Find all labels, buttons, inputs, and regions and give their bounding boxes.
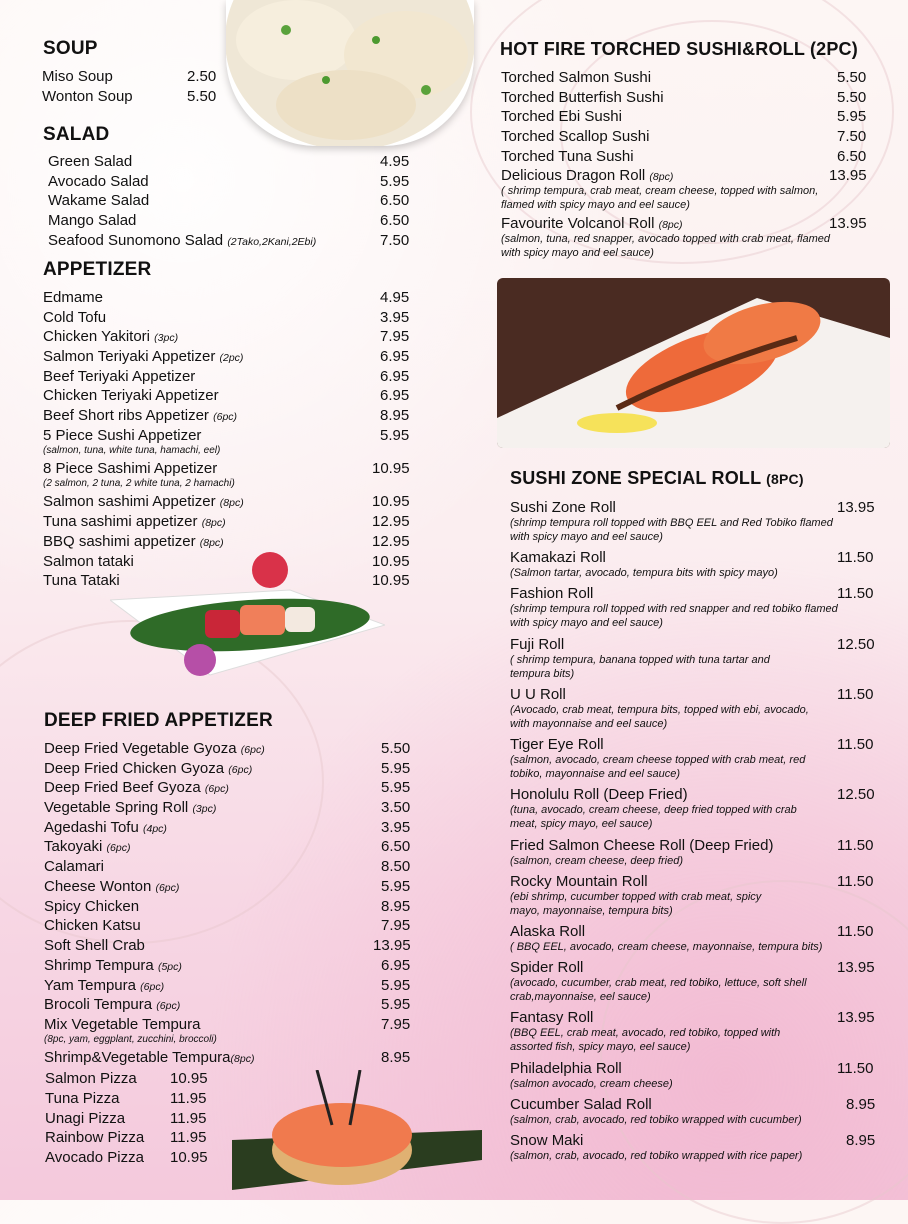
menu-item-price: 11.50 — [837, 686, 874, 703]
menu-item-name: Chicken Katsu — [44, 917, 141, 934]
menu-item-price: 10.95 — [372, 493, 410, 510]
menu-item-name-text: Delicious Dragon Roll — [501, 167, 646, 184]
menu-item-name: Alaska Roll — [510, 923, 586, 940]
menu-item-name: Torched Butterfish Sushi — [501, 89, 664, 106]
menu-item-name: Cucumber Salad Roll — [510, 1096, 652, 1113]
menu-item-name-text: Salmon sashimi Appetizer — [43, 493, 216, 510]
menu-item-name: Calamari — [44, 858, 105, 875]
menu-item-price: 13.95 — [837, 1009, 875, 1026]
menu-item-name: Sushi Zone Roll — [510, 499, 616, 516]
menu-item-price: 11.95 — [170, 1110, 207, 1127]
salad-section-title: SALAD — [43, 124, 110, 145]
menu-item-price: 7.95 — [381, 917, 411, 934]
menu-item-name: Spicy Chicken — [44, 898, 140, 915]
special-roll-title-text: SUSHI ZONE SPECIAL ROLL — [510, 468, 761, 488]
menu-item-name: Salmon Pizza — [45, 1070, 137, 1087]
menu-item-name: Honolulu Roll (Deep Fried) — [510, 786, 688, 803]
menu-item-note: (8pc) — [649, 171, 674, 183]
menu-item-note: (8pc) — [658, 219, 683, 231]
menu-item-name — [43, 328, 178, 347]
menu-item-name-text: Salmon Teriyaki Appetizer — [43, 348, 216, 365]
menu-item-note: (6pc) — [240, 744, 265, 756]
menu-item-price: 8.95 — [381, 1049, 411, 1066]
menu-item-price: 13.95 — [829, 215, 867, 232]
menu-item-price: 8.95 — [846, 1096, 876, 1113]
menu-item-name: Cold Tofu — [43, 309, 107, 326]
menu-item-price: 10.95 — [372, 553, 410, 570]
menu-item-price: 11.50 — [837, 736, 874, 753]
menu-item-name: Soft Shell Crab — [44, 937, 145, 954]
menu-item-price: 10.95 — [372, 572, 410, 589]
menu-item-note: (8pc) — [201, 517, 226, 529]
menu-item-price: 2.50 — [187, 68, 217, 85]
menu-item-price: 10.95 — [170, 1070, 208, 1087]
menu-item-price: 11.50 — [837, 585, 874, 602]
menu-item-price: 5.95 — [380, 173, 410, 190]
menu-item-price: 6.95 — [380, 387, 410, 404]
menu-item-name: Avocado Pizza — [45, 1149, 144, 1166]
menu-item-description: (shrimp tempura roll topped with BBQ EEL and Red Tobiko flamed with spicy mayo and eel sauce) — [510, 517, 833, 543]
menu-item-price: 12.50 — [837, 786, 875, 803]
menu-item-description: ( BBQ EEL, avocado, cream cheese, mayonnaise, tempura bits) — [510, 941, 823, 953]
menu-item-price: 8.95 — [846, 1132, 876, 1149]
menu-item-price: 11.95 — [170, 1129, 207, 1146]
menu-item-description: (avocado, cucumber, crab meat, red tobiko, lettuce, soft shell crab,mayonnaise, eel sauce) — [510, 977, 807, 1003]
menu-item-name: Wonton Soup — [42, 88, 133, 105]
menu-item-note: (3pc) — [192, 803, 217, 815]
menu-item-name-text: Shrimp&Vegetable Tempura — [44, 1049, 231, 1066]
menu-item-description: (Salmon tartar, avocado, tempura bits with spicy mayo) — [510, 567, 778, 579]
menu-item-name: Edmame — [43, 289, 104, 306]
menu-item-description: (8pc, yam, eggplant, zucchini, broccoli) — [44, 1034, 217, 1045]
menu-item-name: Salmon tataki — [43, 553, 134, 570]
menu-item-price: 13.95 — [837, 959, 875, 976]
menu-item-price: 13.95 — [837, 499, 875, 516]
menu-item-name: Chicken Teriyaki Appetizer — [43, 387, 219, 404]
menu-item-name — [43, 493, 244, 512]
menu-item-price: 7.95 — [381, 1016, 411, 1033]
menu-item-name: Miso Soup — [42, 68, 113, 85]
menu-item-name-text: Chicken Yakitori — [43, 328, 150, 345]
menu-item-price: 7.50 — [837, 128, 867, 145]
menu-item-name — [44, 977, 164, 996]
menu-item-price: 6.50 — [380, 192, 410, 209]
wonton-soup-photo — [226, 0, 474, 146]
menu-item-name: Torched Scallop Sushi — [501, 128, 650, 145]
menu-item-price: 11.95 — [170, 1090, 207, 1107]
menu-item-price: 5.95 — [381, 779, 411, 796]
menu-item-price: 8.50 — [381, 858, 411, 875]
menu-item-name: Philadelphia Roll — [510, 1060, 622, 1077]
menu-item-price: 11.50 — [837, 837, 874, 854]
menu-item-price: 6.95 — [380, 348, 410, 365]
menu-item-name: Mango Salad — [48, 212, 137, 229]
menu-item-name: Beef Teriyaki Appetizer — [43, 368, 196, 385]
menu-item-price: 5.95 — [837, 108, 867, 125]
menu-item-price: 3.95 — [380, 309, 410, 326]
menu-item-name-text: Seafood Sunomono Salad — [48, 232, 224, 249]
menu-item-description: (salmon avocado, cream cheese) — [510, 1078, 673, 1090]
menu-item-note: (6pc) — [204, 783, 229, 795]
menu-item-price: 6.50 — [381, 838, 411, 855]
menu-item-description: (salmon, cream cheese, deep fried) — [510, 855, 684, 867]
menu-item-name: Fantasy Roll — [510, 1009, 594, 1026]
menu-item-name-text: Takoyaki — [44, 838, 103, 855]
menu-item-note: (6pc) — [155, 882, 180, 894]
menu-item-name — [44, 1049, 254, 1068]
menu-item-name: Torched Salmon Sushi — [501, 69, 652, 86]
menu-item-price: 4.95 — [380, 153, 410, 170]
menu-item-price: 13.95 — [373, 937, 411, 954]
menu-item-name: Snow Maki — [510, 1132, 584, 1149]
menu-item-name: Avocado Salad — [48, 173, 149, 190]
menu-item-note: (4pc) — [142, 823, 167, 835]
menu-item-note: (2Tako,2Kani,2Ebi) — [227, 236, 317, 248]
menu-item-description: (salmon, crab, avocado, red tobiko wrapped with cucumber) — [510, 1114, 802, 1126]
menu-item-price: 4.95 — [380, 289, 410, 306]
menu-item-name-text: Favourite Volcanol Roll — [501, 215, 655, 232]
menu-item-price: 6.95 — [381, 957, 411, 974]
menu-item-price: 5.95 — [381, 977, 411, 994]
special-roll-section-title — [510, 468, 804, 489]
menu-item-name — [44, 838, 130, 857]
menu-item-name-text: Tuna sashimi appetizer — [43, 513, 198, 530]
menu-item-price: 5.95 — [381, 878, 411, 895]
menu-item-price: 5.50 — [837, 69, 867, 86]
menu-item-name: Kamakazi Roll — [510, 549, 606, 566]
menu-item-name — [44, 740, 265, 759]
menu-item-price: 5.95 — [380, 427, 410, 444]
menu-item-name — [44, 878, 179, 897]
menu-item-note: (6pc) — [156, 1000, 181, 1012]
menu-item-name-text: Yam Tempura — [44, 977, 136, 994]
menu-item-name: Torched Tuna Sushi — [501, 148, 634, 165]
menu-item-name-text: Beef Short ribs Appetizer — [43, 407, 209, 424]
menu-item-name: Torched Ebi Sushi — [501, 108, 622, 125]
menu-item-name-text: Deep Fried Beef Gyoza — [44, 779, 201, 796]
menu-item-name: Rocky Mountain Roll — [510, 873, 648, 890]
menu-item-price: 5.50 — [187, 88, 217, 105]
menu-item-price: 11.50 — [837, 873, 874, 890]
menu-item-price: 7.50 — [380, 232, 410, 249]
menu-item-description: (BBQ EEL, crab meat, avocado, red tobiko, topped with assorted fish, spicy mayo, eel sauce) — [510, 1027, 781, 1053]
menu-item-name: Wakame Salad — [48, 192, 150, 209]
menu-item-description: (salmon, tuna, white tuna, hamachi, eel) — [43, 445, 221, 456]
menu-item-price: 12.95 — [372, 533, 410, 550]
menu-item-name — [44, 819, 167, 838]
menu-item-description: (salmon, tuna, red snapper, avocado topped with crab meat, flamed with spicy mayo and eel sauce) — [501, 233, 830, 259]
menu-item-name: Tuna Pizza — [45, 1090, 120, 1107]
menu-item-name — [43, 348, 243, 367]
menu-item-price: 10.95 — [170, 1149, 208, 1166]
menu-item-description: (salmon, avocado, cream cheese topped with crab meat, red tobiko, mayonnaise and eel sauce) — [510, 754, 806, 780]
menu-item-name-text: BBQ sashimi appetizer — [43, 533, 196, 550]
deep-fried-section-title: DEEP FRIED APPETIZER — [44, 710, 273, 731]
menu-item-price: 10.95 — [372, 460, 410, 477]
menu-item-price: 12.50 — [837, 636, 875, 653]
menu-item-note: (2pc) — [219, 352, 244, 364]
menu-item-price: 11.50 — [837, 923, 874, 940]
menu-item-name-text: Brocoli Tempura — [44, 996, 153, 1013]
menu-item-name — [48, 232, 316, 251]
menu-item-note: (8pc) — [219, 497, 244, 509]
menu-item-name-text: Agedashi Tofu — [44, 819, 139, 836]
menu-item-price: 5.50 — [381, 740, 411, 757]
menu-item-price: 3.50 — [381, 799, 411, 816]
menu-item-name: Unagi Pizza — [45, 1110, 126, 1127]
menu-item-price: 5.95 — [381, 760, 411, 777]
menu-item-name: Fashion Roll — [510, 585, 594, 602]
menu-item-name: Rainbow Pizza — [45, 1129, 145, 1146]
menu-item-name: Green Salad — [48, 153, 133, 170]
menu-item-note: (6pc) — [228, 764, 253, 776]
menu-item-name-text: Cheese Wonton — [44, 878, 152, 895]
menu-item-name: Fried Salmon Cheese Roll (Deep Fried) — [510, 837, 774, 854]
menu-item-name: Fuji Roll — [510, 636, 565, 653]
menu-item-price: 6.50 — [380, 212, 410, 229]
torched-section-title: HOT FIRE TORCHED SUSHI&ROLL (2PC) — [500, 39, 858, 59]
menu-item-price: 3.95 — [381, 819, 411, 836]
menu-item-description: (salmon, crab, avocado, red tobiko wrapped with rice paper) — [510, 1150, 803, 1162]
menu-item-name — [43, 533, 224, 552]
menu-item-note: (6pc) — [140, 981, 165, 993]
menu-item-note: (5pc) — [157, 961, 182, 973]
menu-item-description: (2 salmon, 2 tuna, 2 white tuna, 2 hamachi) — [43, 478, 235, 489]
special-roll-title-note: (8PC) — [766, 471, 804, 487]
menu-item-description: (shrimp tempura roll topped with red snapper and red tobiko flamed with spicy mayo and eel sauce) — [510, 603, 838, 629]
menu-item-name: Tiger Eye Roll — [510, 736, 604, 753]
menu-item-note: (6pc) — [106, 842, 131, 854]
menu-item-name — [44, 779, 229, 798]
menu-item-name-text: Shrimp Tempura — [44, 957, 154, 974]
menu-item-name — [44, 760, 252, 779]
menu-item-note: (8pc) — [230, 1053, 255, 1065]
menu-item-price: 6.50 — [837, 148, 867, 165]
menu-item-description: (tuna, avocado, cream cheese, deep fried topped with crab meat, spicy mayo, eel sauce) — [510, 804, 797, 830]
menu-item-note: (6pc) — [213, 411, 238, 423]
menu-item-name: Spider Roll — [510, 959, 584, 976]
menu-item-price: 8.95 — [381, 898, 411, 915]
menu-item-name-text: Deep Fried Chicken Gyoza — [44, 760, 225, 777]
sushi-pizza-photo — [232, 1070, 482, 1200]
menu-item-note: (8pc) — [199, 537, 224, 549]
menu-item-name-text: Vegetable Spring Roll — [44, 799, 189, 816]
menu-item-price: 11.50 — [837, 1060, 874, 1077]
soup-section-title: SOUP — [43, 38, 98, 59]
menu-item-description: (ebi shrimp, cucumber topped with crab meat, spicy mayo, mayonnaise, tempura bits) — [510, 891, 762, 917]
torched-sushi-photo — [497, 278, 890, 448]
menu-item-price: 5.95 — [381, 996, 411, 1013]
menu-item-name: Mix Vegetable Tempura — [44, 1016, 201, 1033]
menu-item-name — [44, 799, 216, 818]
menu-item-price: 8.95 — [380, 407, 410, 424]
menu-item-price: 7.95 — [380, 328, 410, 345]
menu-item-price: 13.95 — [829, 167, 867, 184]
menu-item-price: 12.95 — [372, 513, 410, 530]
menu-item-name: 5 Piece Sushi Appetizer — [43, 427, 202, 444]
appetizer-section-title: APPETIZER — [43, 259, 152, 280]
menu-item-note: (3pc) — [154, 332, 179, 344]
menu-item-name — [44, 996, 180, 1015]
menu-item-name — [43, 513, 226, 532]
menu-item-name-text: Deep Fried Vegetable Gyoza — [44, 740, 237, 757]
menu-item-name: U U Roll — [510, 686, 566, 703]
menu-item-name — [44, 957, 182, 976]
menu-item-price: 5.50 — [837, 89, 867, 106]
menu-item-name: 8 Piece Sashimi Appetizer — [43, 460, 218, 477]
menu-item-name — [43, 407, 237, 426]
menu-item-price: 6.95 — [380, 368, 410, 385]
menu-item-description: ( shrimp tempura, banana topped with tuna tartar and tempura bits) — [510, 654, 770, 680]
menu-item-price: 11.50 — [837, 549, 874, 566]
menu-item-description: (Avocado, crab meat, tempura bits, topped with ebi, avocado, with mayonnaise and eel sauce) — [510, 704, 809, 730]
menu-item-description: ( shrimp tempura, crab meat, cream cheese, topped with salmon, flamed with spicy mayo and eel sauce) — [501, 185, 819, 211]
menu-item-name: Tuna Tataki — [43, 572, 120, 589]
